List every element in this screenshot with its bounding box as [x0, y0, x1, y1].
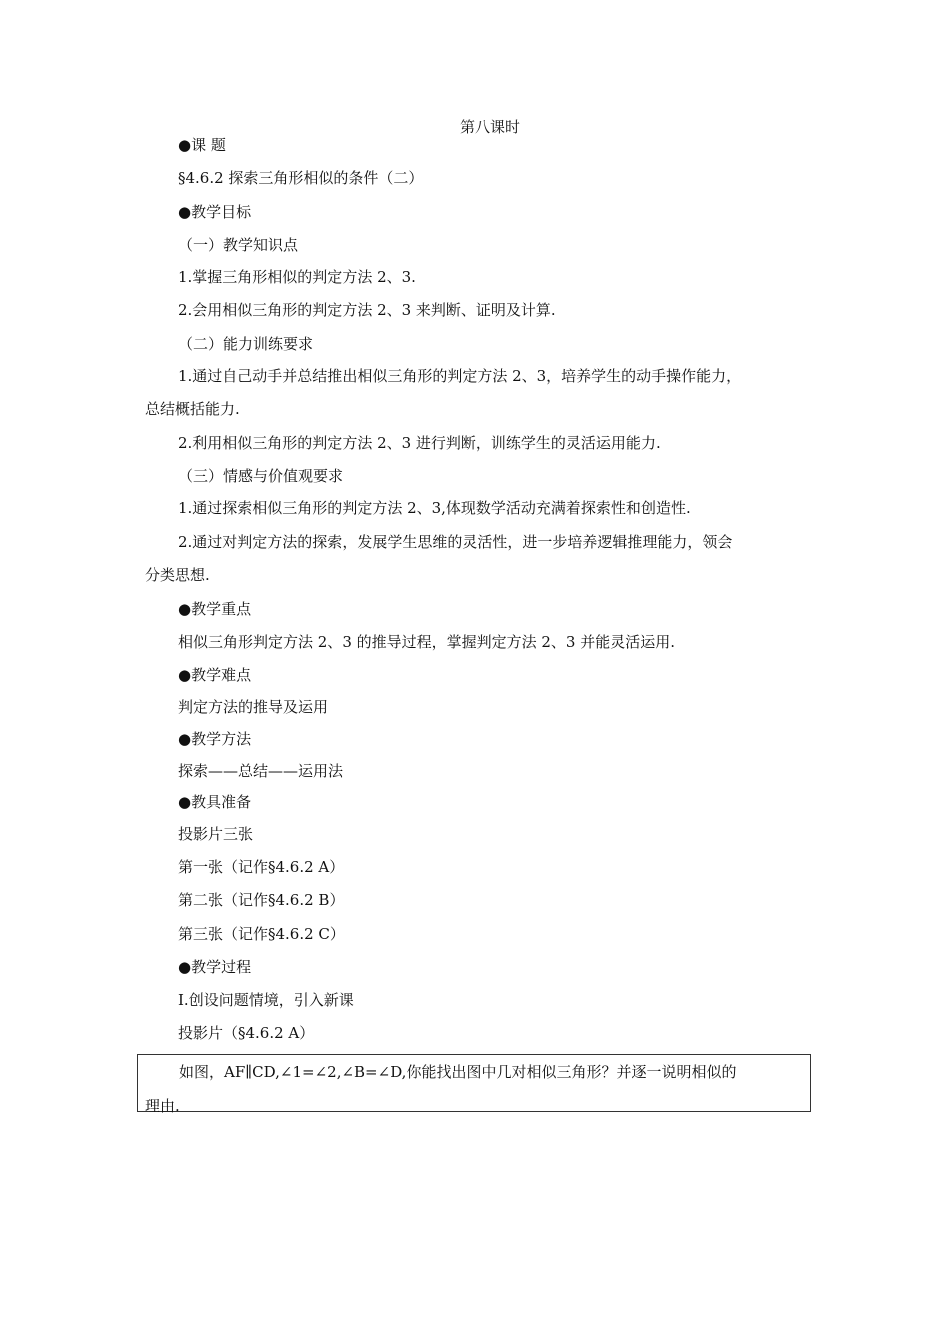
knowledge-item-2: 2.会用相似三角形的判定方法 2、3 来判断、证明及计算.: [178, 301, 556, 319]
topic-text: §4.6.2 探索三角形相似的条件（二）: [178, 169, 424, 187]
subheading-ability: （二）能力训练要求: [178, 335, 314, 353]
material-item-c: 第三张（记作§4.6.2 C）: [178, 925, 345, 943]
heading-key-points: ●教学重点: [178, 600, 252, 618]
methods-text: 探索——总结——运用法: [178, 762, 344, 780]
materials-text: 投影片三张: [178, 825, 254, 843]
problem-text-line-2: 理由.: [145, 1097, 180, 1115]
problem-box: [137, 1054, 811, 1115]
material-item-b: 第二张（记作§4.6.2 B）: [178, 891, 345, 909]
heading-topic: ●课 题: [178, 136, 226, 154]
values-item-2: 2.通过对判定方法的探索，发展学生思维的灵活性，进一步培养逻辑推理能力，领会: [178, 533, 733, 551]
material-item-a: 第一张（记作§4.6.2 A）: [178, 858, 345, 876]
problem-text-line-1: 如图，AF∥CD,∠1=∠2,∠B=∠D,你能找出图中几对相似三角形？并逐一说明相似的: [179, 1063, 737, 1081]
key-points-text: 相似三角形判定方法 2、3 的推导过程，掌握判定方法 2、3 并能灵活运用.: [178, 633, 676, 651]
ability-item-1: 1.通过自己动手并总结推出相似三角形的判定方法 2、3，培养学生的动手操作能力，: [178, 367, 742, 385]
ability-item-2: 2.利用相似三角形的判定方法 2、3 进行判断，训练学生的灵活运用能力.: [178, 434, 661, 452]
lesson-title: 第八课时: [459, 118, 520, 136]
knowledge-item-1: 1.掌握三角形相似的判定方法 2、3.: [178, 268, 416, 286]
heading-objectives: ●教学目标: [178, 203, 252, 221]
subheading-values: （三）情感与价值观要求: [178, 467, 344, 485]
values-item-2-cont: 分类思想.: [145, 566, 210, 584]
heading-process: ●教学过程: [178, 958, 252, 976]
process-step-1: Ⅰ.创设问题情境，引入新课: [178, 991, 354, 1009]
heading-materials: ●教具准备: [178, 793, 252, 811]
difficulties-text: 判定方法的推导及运用: [178, 698, 329, 716]
heading-methods: ●教学方法: [178, 730, 252, 748]
ability-item-1-cont: 总结概括能力.: [145, 400, 240, 418]
subheading-knowledge: （一）教学知识点: [178, 236, 299, 254]
heading-difficulties: ●教学难点: [178, 666, 252, 684]
values-item-1: 1.通过探索相似三角形的判定方法 2、3,体现数学活动充满着探索性和创造性.: [178, 499, 691, 517]
slide-label-a: 投影片（§4.6.2 A）: [178, 1024, 315, 1042]
